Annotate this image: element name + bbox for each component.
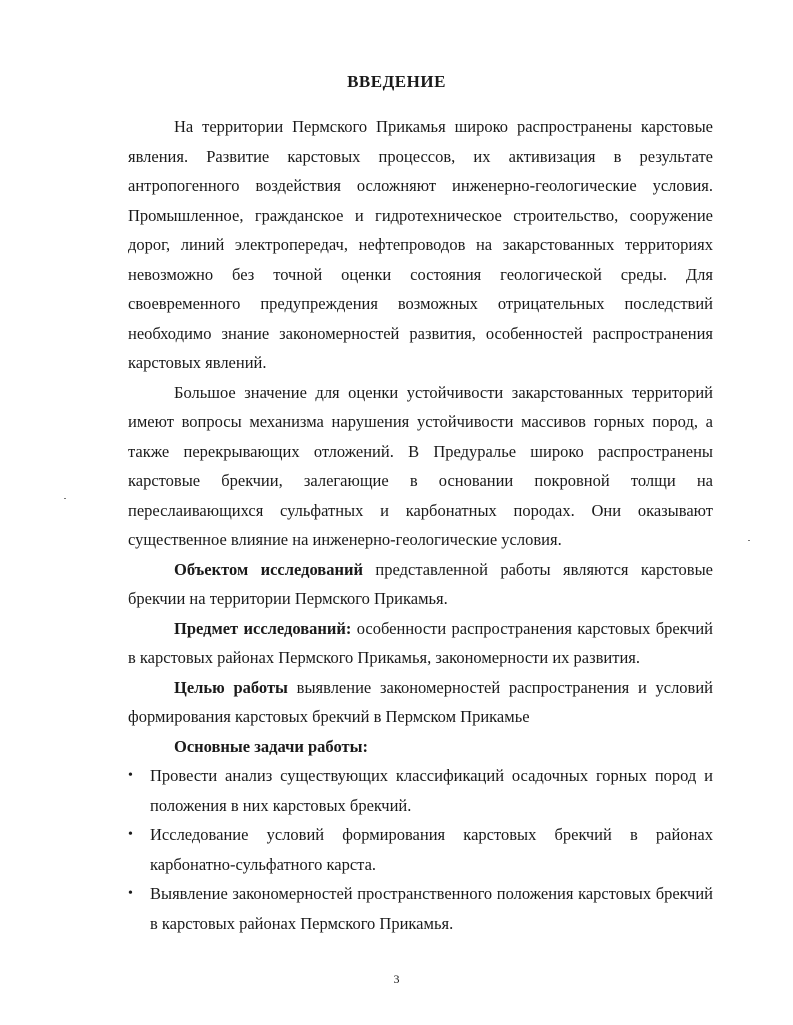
scan-speck	[64, 498, 66, 499]
tasks-list	[128, 761, 713, 938]
paragraph-text: Большое значение для оценки устойчивости закарстованных территорий имеют вопросы механизма нарушения устойчивости массивов горных пород, а также перекрывающих отложений. В Предуралье широко распространены карстовые брекчии, залегающие в основании покровной толщи на переслаивающихся сульфатных и карбонатных породах. Они оказывают существенное влияние на инженерно-геологические условия.	[128, 382, 713, 549]
page-title: ВВЕДЕНИЕ	[347, 72, 446, 91]
page-number: 3	[393, 972, 400, 986]
paragraph-goal	[128, 673, 713, 732]
paragraph-subject	[128, 614, 713, 673]
goal-label: Целью работы	[174, 677, 288, 697]
list-item	[128, 879, 713, 938]
paragraph-text: На территории Пермского Прикамья широко распространены карстовые явления. Развитие карстовых процессов, их активизация в результате антропогенного воздействия осложняют инженерно-геологические условия. Промышленное, гражданское и гидротехническое строительство, сооружение дорог, линий электропередач, нефтепроводов на закарстованных территориях невозможно без точной оценки состояния геологической среды. Для своевременного предупреждения возможных отрицательных последствий необходимо знание закономерностей развития, особенностей распространения карстовых явлений.	[128, 117, 713, 372]
list-item	[128, 820, 713, 879]
bullet-icon: •	[128, 886, 133, 901]
body-text	[128, 112, 713, 938]
paragraph-significance	[128, 378, 713, 555]
task-text: Провести анализ существующих классификаций осадочных горных пород и положения в них карстовых брекчий.	[150, 766, 713, 815]
tasks-heading: Основные задачи работы:	[174, 736, 368, 756]
paragraph-text: особенности распространения карстовых брекчий в карстовых районах Пермского Прикамья, закономерности их развития.	[128, 618, 713, 667]
bullet-icon: •	[128, 768, 133, 783]
bullet-icon: •	[128, 827, 133, 842]
object-label: Объектом исследований	[174, 559, 363, 579]
paragraph-text: представленной работы являются карстовые брекчии на территории Пермского Прикамья.	[128, 559, 713, 608]
paragraph-object	[128, 555, 713, 614]
subject-label: Предмет исследований:	[174, 618, 352, 638]
paragraph-intro	[128, 112, 713, 378]
task-text: Выявление закономерностей пространственного положения карстовых брекчий в карстовых районах Пермского Прикамья.	[150, 884, 713, 933]
paragraph-text: выявление закономерностей распространения и условий формирования карстовых брекчий в Пермском Прикамье	[128, 677, 714, 726]
task-text: Исследование условий формирования карстовых брекчий в районах карбонатно-сульфатного карста.	[150, 825, 713, 874]
list-item	[128, 761, 713, 820]
scan-speck	[748, 540, 750, 541]
